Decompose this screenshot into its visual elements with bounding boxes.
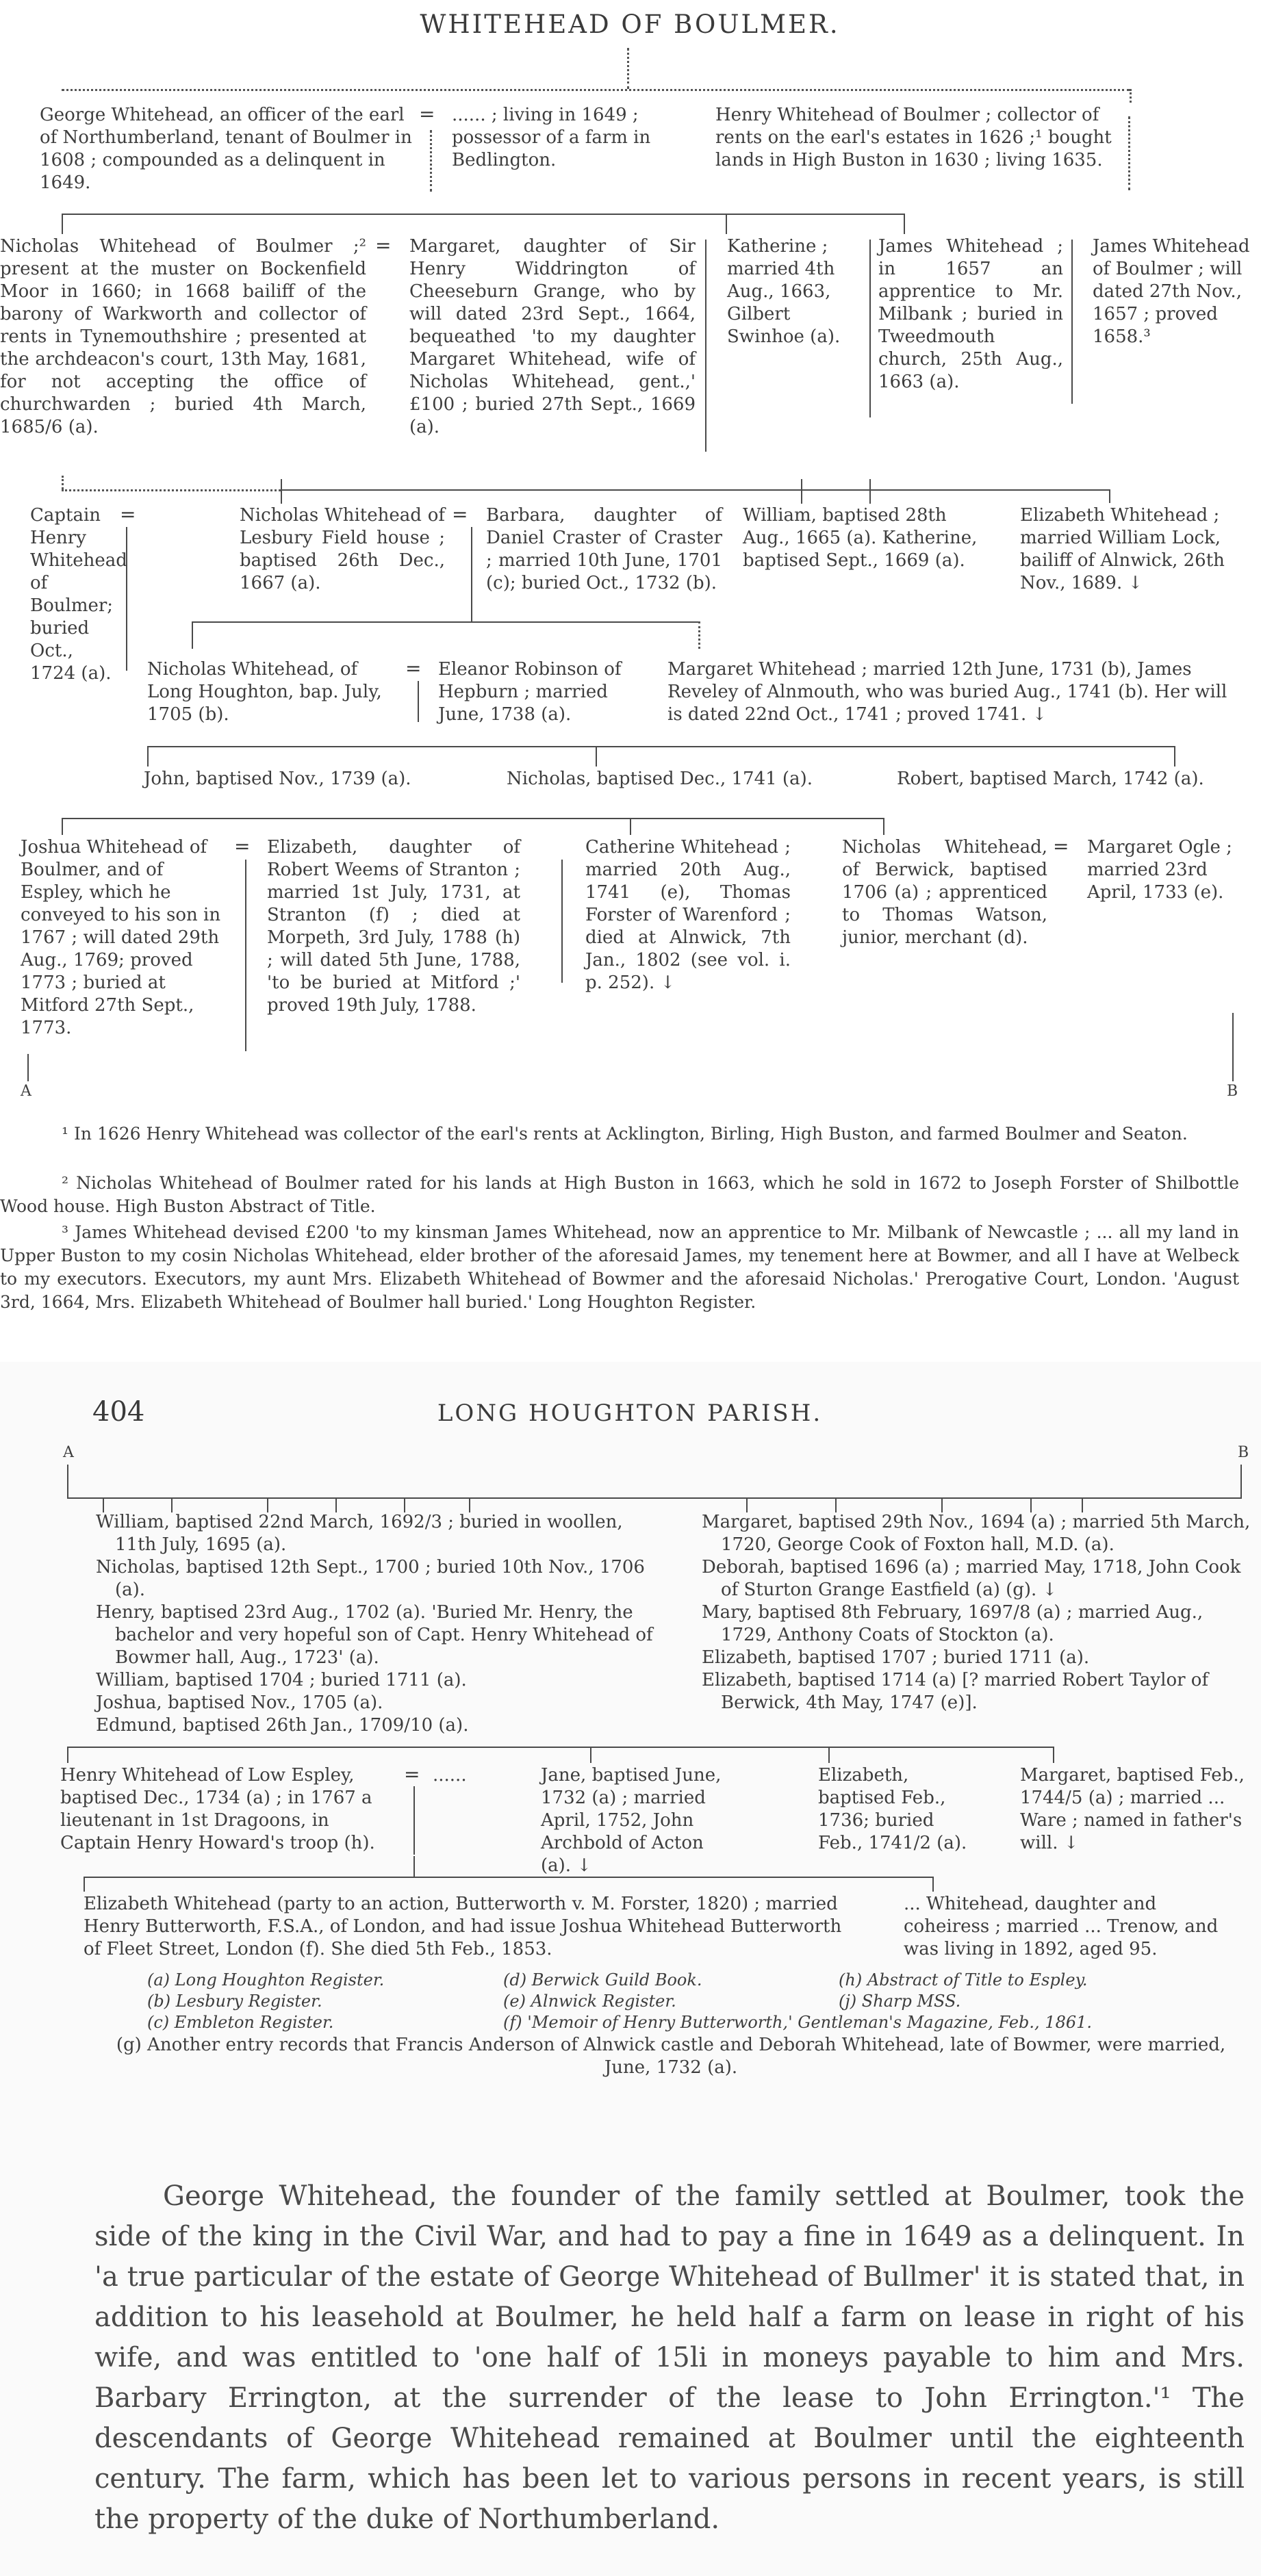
person-william-katherine: William, baptised 28th Aug., 1665 (a). Katherine, baptised Sept., 1669 (a).: [743, 505, 978, 571]
descent-line: [1240, 1465, 1242, 1499]
descent-line: [1232, 1013, 1234, 1081]
marker-b: B: [1238, 1444, 1249, 1461]
descent-line: [1174, 746, 1175, 767]
descent-line: [746, 1497, 748, 1512]
footnote-1: ¹ In 1626 Henry Whitehead was collector of the earl's rents at Acklington, Birling, High Buston, and farmed Boulmer and Seaton.: [62, 1124, 1188, 1144]
page-number: 404: [92, 1396, 145, 1428]
descent-line: [147, 746, 1174, 747]
divider-line: [126, 527, 127, 671]
connector: [698, 621, 700, 649]
person-nicholas-long-houghton: Nicholas Whitehead, of Long Houghton, bap. July, 1705 (b).: [147, 659, 382, 725]
person-whitehead-trenow: ... Whitehead, daughter and coheiress ; married ... Trenow, and was living in 1892, aged 95.: [904, 1894, 1219, 1959]
descent-line: [67, 1747, 68, 1763]
marriage-sign: =: [405, 657, 422, 680]
connector: [62, 489, 281, 491]
source-note-g: (g) Another entry records that Francis Anderson of Alnwick castle and Deborah Whitehead, late of Bowmer, were married, June, 1732 (a).: [116, 2035, 1226, 2078]
descent-line: [171, 1497, 173, 1512]
divider-line: [413, 1786, 415, 1855]
descent-line: [413, 1856, 415, 1877]
person-nicholas-lesbury: Nicholas Whitehead of Lesbury Field house ; baptised 26th Dec., 1667 (a).: [240, 505, 445, 593]
footnote-2: ² Nicholas Whitehead of Boulmer rated for his lands at High Buston in 1663, which he sold in 1672 to Joseph Forster of Shilbottle Wood house. High Buston Abstract of Title.: [0, 1173, 1239, 1216]
divider-line: [1071, 240, 1073, 404]
person-elizabeth-1736: Elizabeth, baptised Feb., 1736; buried Feb., 1741/2 (a).: [818, 1765, 967, 1853]
source-entry: (f) 'Memoir of Henry Butterworth,' Gentleman's Magazine, Feb., 1861.: [503, 2013, 1093, 2032]
person-elizabeth-lock: Elizabeth Whitehead ; married William Lock, bailiff of Alnwick, 26th Nov., 1689. ↓: [1020, 505, 1225, 593]
body-paragraph: George Whitehead, the founder of the family settled at Boulmer, took the side of the king in the Civil War, and had to pay a fine in 1649 as a delinquent. In 'a true particular of the estate of George Whitehead of Bullmer' it is stated that, in addition to his leasehold at Boulmer, he held half a farm on lease in right of his wife, and was entitled to 'one half of 15li in moneys payable to him and Mrs. Barbary Errington, at the surrender of the lease to John Errington.'¹ The descendants of George Whitehead remained at Boulmer until the eighteenth century. The farm, which has been let to various persons in recent years, is still the property of the duke of Northumberland.: [94, 2180, 1245, 2535]
marriage-sign: =: [452, 503, 468, 526]
list-item: William, baptised 1704 ; buried 1711 (a).: [96, 1670, 467, 1690]
source-entry: (c) Embleton Register.: [147, 2013, 334, 2032]
person-george: George Whitehead, an officer of the earl of Northumberland, tenant of Boulmer in 1608 ; compounded as a delinquent in 1649.: [40, 105, 412, 193]
list-item: Joshua, baptised Nov., 1705 (a).: [96, 1692, 383, 1713]
descent-line: [281, 479, 282, 504]
descent-line: [62, 214, 904, 215]
person-margaret-widdrington: Margaret, daughter of Sir Henry Widdrington of Cheeseburn Grange, who by will dated 23rd Sept., 1664, bequeathed 'to my daughter Margaret Whitehead, wife of Nicholas Whitehead, gent.,' £100 ; buried 27th Sept., 1669 (a).: [409, 236, 696, 437]
person-katherine: Katherine ; married 4th Aug., 1663, Gilbert Swinhoe (a).: [727, 236, 841, 347]
connector: [1128, 116, 1130, 190]
person-james-boulmer: James Whitehead of Boulmer ; will dated 27th Nov., 1657 ; proved 1658.³: [1093, 236, 1250, 347]
person-joshua: Joshua Whitehead of Boulmer, and of Espley, which he conveyed to his son in 1767 ; will dated 29th Aug., 1769; proved 1773 ; buried at Mitford 27th Sept., 1773.: [21, 837, 221, 1038]
descent-line: [67, 1465, 68, 1499]
descent-line: [941, 1497, 943, 1512]
person-nicholas-boulmer: Nicholas Whitehead of Boulmer ;² present at the muster on Bockenfield Moor in 1660; in 1668 bailiff of the barony of Warkworth and collector of rents in Tynemouthshire ; presented at the archdeacon's court, 13th May, 1681, for not accepting the office of churchwarden ; buried 4th March, 1685/6 (a).: [0, 236, 366, 437]
sources-key: [147, 1970, 1243, 2033]
descent-line: [84, 1877, 932, 1878]
marker-a: A: [63, 1444, 74, 1461]
marriage-sign: =: [1053, 835, 1069, 858]
descent-line: [932, 1877, 934, 1892]
list-item: Elizabeth, baptised 1714 (a) [? married Robert Taylor of Berwick, 4th May, 1747 (e)].: [702, 1670, 1209, 1713]
descent-line: [801, 479, 802, 504]
list-item: Henry, baptised 23rd Aug., 1702 (a). 'Buried Mr. Henry, the bachelor and very hopeful son of Capt. Henry Whitehead of Bowmer hall, Aug., 1723' (a).: [96, 1602, 653, 1668]
left-children-list: [96, 1511, 654, 1737]
divider-line: [471, 527, 472, 623]
descent-line: [596, 746, 597, 767]
descent-line: [904, 214, 905, 234]
person-henry: Henry Whitehead of Boulmer ; collector of rents on the earl's estates in 1626 ;¹ bought lands in High Buston in 1630 ; living 1635.: [715, 105, 1112, 170]
descent-line: [192, 621, 698, 623]
descent-line: [835, 1497, 837, 1512]
descent-line: [726, 214, 727, 234]
list-item: William, baptised 22nd March, 1692/3 ; buried in woollen, 11th July, 1695 (a).: [96, 1512, 623, 1555]
list-item: Margaret, baptised 29th Nov., 1694 (a) ; married 5th March, 1720, George Cook of Foxton hall, M.D. (a).: [702, 1512, 1251, 1555]
connector: [627, 48, 629, 89]
person-john: John, baptised Nov., 1739 (a).: [144, 769, 411, 789]
descent-line: [281, 489, 869, 491]
descent-line: [335, 1497, 337, 1512]
person-barbara-craster: Barbara, daughter of Daniel Craster of Craster ; married 10th June, 1701 (c); buried Oct., 1732 (b).: [486, 505, 722, 593]
descent-line: [590, 1747, 591, 1763]
list-item: Elizabeth, baptised 1707 ; buried 1711 (a).: [702, 1647, 1090, 1668]
person-henry-low-espley: Henry Whitehead of Low Espley, baptised Dec., 1734 (a) ; in 1767 a lieutenant in 1st Dragoons, in Captain Henry Howard's troop (h).: [60, 1765, 375, 1853]
source-entry: (b) Lesbury Register.: [147, 1992, 322, 2011]
descent-line: [84, 1877, 85, 1892]
descent-line: [62, 818, 63, 835]
descent-line: [1030, 1497, 1032, 1512]
descent-line: [869, 489, 1109, 491]
connector: [62, 89, 1130, 91]
footnote-3: ³ James Whitehead devised £200 'to my kinsman James Whitehead, now an apprentice to Mr. Milbank of Newcastle ; ... all my land in Upper Buston to my cosin Nicholas Whitehead, elder brother of the aforesaid James, my tenement here at Bowmer, and all I have at Welbeck to my executors. Executors, my aunt Mrs. Elizabeth Whitehead of Bowmer and the aforesaid Nicholas.' Prerogative Court, London. 'August 3rd, 1664, Mrs. Elizabeth Whitehead of Boulmer hall buried.' Long Houghton Register.: [0, 1222, 1239, 1312]
descent-line: [267, 1497, 268, 1512]
person-robert: Robert, baptised March, 1742 (a).: [897, 769, 1204, 789]
marriage-sign: =: [120, 503, 136, 526]
source-entry: (e) Alnwick Register.: [503, 1992, 676, 2011]
person-jane: Jane, baptised June, 1732 (a) ; married April, 1752, John Archbold of Acton (a). ↓: [541, 1765, 722, 1876]
descent-line: [1109, 489, 1110, 503]
person-margaret-ware: Margaret, baptised Feb., 1744/5 (a) ; married ... Ware ; named in father's will. ↓: [1020, 1765, 1245, 1853]
person-nicholas-berwick: Nicholas Whitehead, of Berwick, baptised 1706 (a) ; apprenticed to Thomas Watson, junior, merchant (d).: [842, 837, 1047, 948]
descent-line: [67, 1747, 1053, 1748]
descent-line: [62, 214, 63, 234]
descent-line: [883, 818, 884, 835]
descent-line: [62, 818, 883, 819]
person-catherine-forster: Catherine Whitehead ; married 20th Aug., 1741 (e), Thomas Forster of Warenford ; died at Alnwick, 7th Jan., 1802 (see vol. i. p. 252). ↓: [585, 837, 791, 993]
descent-line: [1053, 1747, 1054, 1763]
person-james-apprentice: James Whitehead ; in 1657 an apprentice to Mr. Milbank ; buried in Tweedmouth church, 25th Aug., 1663 (a).: [878, 236, 1063, 392]
marriage-sign: =: [404, 1763, 420, 1786]
connector: [62, 476, 64, 489]
descent-line: [469, 1497, 470, 1512]
divider-line: [418, 681, 419, 722]
right-children-list: [702, 1511, 1256, 1714]
descent-line: [27, 1054, 29, 1081]
divider-line: [245, 860, 246, 1051]
marker-a: A: [21, 1083, 31, 1100]
descent-line: [103, 1497, 104, 1512]
list-item: Edmund, baptised 26th Jan., 1709/10 (a).: [96, 1715, 469, 1736]
descent-line: [147, 746, 149, 767]
person-margaret-ogle: Margaret Ogle ; married 23rd April, 1733 (e).: [1087, 837, 1232, 903]
page-title: WHITEHEAD OF BOULMER.: [420, 10, 840, 39]
person-eleanor-robinson: Eleanor Robinson of Hepburn ; married June, 1738 (a).: [438, 659, 622, 725]
descent-line: [869, 479, 871, 504]
source-entry: (a) Long Houghton Register.: [147, 1970, 385, 1989]
connector: [430, 130, 432, 192]
marriage-sign: =: [375, 234, 392, 257]
descent-line: [404, 1497, 405, 1512]
person-elizabeth-butterworth: Elizabeth Whitehead (party to an action, Butterworth v. M. Forster, 1820) ; married Henry Butterworth, F.S.A., of London, and had issue Joshua Whitehead Butterworth of Fleet Street, London (f). She died 5th Feb., 1853.: [84, 1894, 842, 1959]
descent-line: [630, 818, 631, 835]
source-entry: (d) Berwick Guild Book.: [503, 1970, 702, 1989]
person-henry-wife: ......: [433, 1765, 467, 1786]
descent-line: [67, 1497, 1240, 1499]
marriage-sign: =: [234, 835, 251, 858]
list-item: Nicholas, baptised 12th Sept., 1700 ; buried 10th Nov., 1706 (a).: [96, 1557, 645, 1600]
descent-line: [828, 1747, 830, 1763]
person-margaret-reveley: Margaret Whitehead ; married 12th June, 1731 (b), James Reveley of Alnmouth, who was buried Aug., 1741 (b). Her will is dated 22nd Oct., 1741 ; proved 1741. ↓: [667, 659, 1227, 725]
divider-line: [869, 240, 871, 417]
descent-line: [1082, 1497, 1083, 1512]
divider-line: [561, 860, 563, 983]
person-captain-henry: Captain Henry Whitehead of Boulmer; buried Oct., 1724 (a).: [30, 505, 127, 684]
source-entry: (j) Sharp MSS.: [839, 1992, 961, 2011]
person-george-wife: ...... ; living in 1649 ; possessor of a farm in Bedlington.: [452, 105, 651, 170]
person-elizabeth-weems: Elizabeth, daughter of Robert Weems of Stranton ; married 1st July, 1731, at Stranton (f) ; died at Morpeth, 3rd July, 1788 (h) ; will dated 5th June, 1788, 'to be buried at Mitford ;' proved 19th July, 1788.: [267, 837, 520, 1016]
marker-b: B: [1227, 1083, 1238, 1100]
source-entry: (h) Abstract of Title to Espley.: [839, 1970, 1088, 1989]
connector: [1130, 89, 1132, 103]
divider-line: [705, 240, 706, 452]
person-nicholas-1741: Nicholas, baptised Dec., 1741 (a).: [507, 769, 813, 789]
running-head: LONG HOUGHTON PARISH.: [437, 1400, 823, 1427]
marriage-sign: =: [419, 103, 435, 125]
list-item: Deborah, baptised 1696 (a) ; married May, 1718, John Cook of Sturton Grange Eastfield (a) (g). ↓: [702, 1557, 1241, 1600]
descent-line: [192, 621, 193, 649]
list-item: Mary, baptised 8th February, 1697/8 (a) ; married Aug., 1729, Anthony Coats of Stockton (a).: [702, 1602, 1203, 1645]
